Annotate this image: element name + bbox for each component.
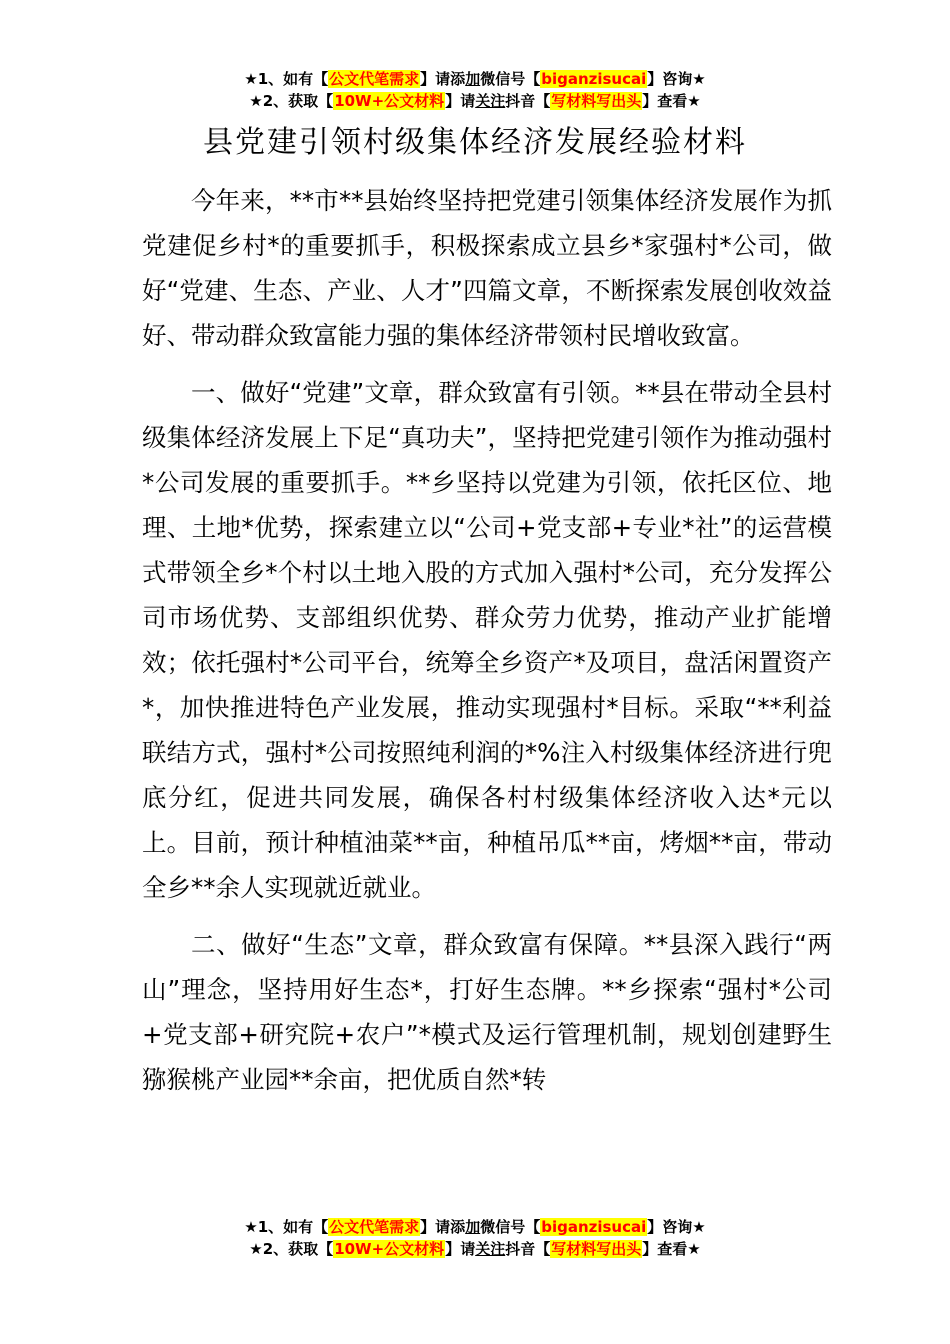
highlight-douyin: 写材料写出头 — [551, 92, 642, 110]
paragraph-section-1: 一、做好“党建”文章，群众致富有引领。**县在带动全县村级集体经济发展上下足“真功夫”，坚持把党建引领作为推动强村*公司发展的重要抓手。**乡坚持以党建为引领，依托区位、地理、土地*优势，探索建立以“公司+党支部+专业*社”的运营模式带领全乡*个村以土地入股的方式加入强村*公司，充分发挥公司市场优势、支部组织优势、群众劳力优势，推动产业扩能增效；依托强村*公司平台，统筹全乡资产*及项目，盘活闲置资产*，加快推进特色产业发展，推动实现强村*目标。采取“**利益联结方式，强村*公司按照纯利润的*%注入村级集体经济进行兜底分红，促进共同发展，确保各村村级集体经济收入达*元以上。目前，预计种植油菜**亩，种植吊瓜**亩，烤烟**亩，带动全乡**余人实现就近就业。 — [142, 378, 832, 902]
banner-text: 微信号【 — [480, 70, 541, 88]
header-banner — [0, 68, 950, 112]
banner-text: 微信号【 — [480, 1218, 541, 1236]
footer-banner — [0, 1216, 950, 1260]
highlight-materials: 10W+公文材料 — [334, 1240, 445, 1258]
highlight-materials: 10W+公文材料 — [334, 92, 445, 110]
banner-underlined-text: 加 — [465, 1218, 481, 1236]
banner-text: ★1、如有【 — [244, 70, 329, 88]
banner-text: ★2、获取【 — [249, 92, 334, 110]
highlight-service: 公文代笔需求 — [329, 70, 420, 88]
banner-underlined-text: 关注 — [475, 1240, 506, 1258]
banner-text: 】请添 — [420, 70, 466, 88]
highlight-service: 公文代笔需求 — [329, 1218, 420, 1236]
banner-underlined-text: 关注 — [475, 92, 506, 110]
banner-text: ★1、如有【 — [244, 1218, 329, 1236]
document-body — [142, 178, 832, 1114]
banner-text: 】咨询★ — [647, 70, 706, 88]
banner-text: 】咨询★ — [647, 1218, 706, 1236]
banner-text: 】请添 — [420, 1218, 466, 1236]
banner-line-1 — [0, 1216, 950, 1238]
document-title: 县党建引领村级集体经济发展经验材料 — [203, 125, 747, 160]
banner-text: 】请 — [445, 1240, 476, 1258]
banner-text: 】查看★ — [642, 1240, 701, 1258]
banner-text: ★2、获取【 — [249, 1240, 334, 1258]
banner-text: 】查看★ — [642, 92, 701, 110]
banner-line-2 — [0, 90, 950, 112]
banner-underlined-text: 加 — [465, 70, 481, 88]
banner-text: 】请 — [445, 92, 476, 110]
paragraph-section-2: 二、做好“生态”文章，群众致富有保障。**县深入践行“两山”理念，坚持用好生态*，打好生态牌。**乡探索“强村*公司+党支部+研究院+农户”*模式及运行管理机制，规划创建野生猕猴桃产业园**余亩，把优质自然*转 — [142, 930, 832, 1094]
banner-text: 抖音【 — [505, 92, 551, 110]
banner-line-1 — [0, 68, 950, 90]
banner-text: 抖音【 — [505, 1240, 551, 1258]
highlight-wechat-id: biganzisucai — [541, 70, 647, 88]
highlight-douyin: 写材料写出头 — [551, 1240, 642, 1258]
paragraph-intro: 今年来，**市**县始终坚持把党建引领集体经济发展作为抓党建促乡村*的重要抓手，积极探索成立县乡*家强村*公司，做好“党建、生态、产业、人才”四篇文章，不断探索发展创收效益好、带动群众致富能力强的集体经济带领村民增收致富。 — [142, 186, 832, 350]
banner-line-2 — [0, 1238, 950, 1260]
highlight-wechat-id: biganzisucai — [541, 1218, 647, 1236]
